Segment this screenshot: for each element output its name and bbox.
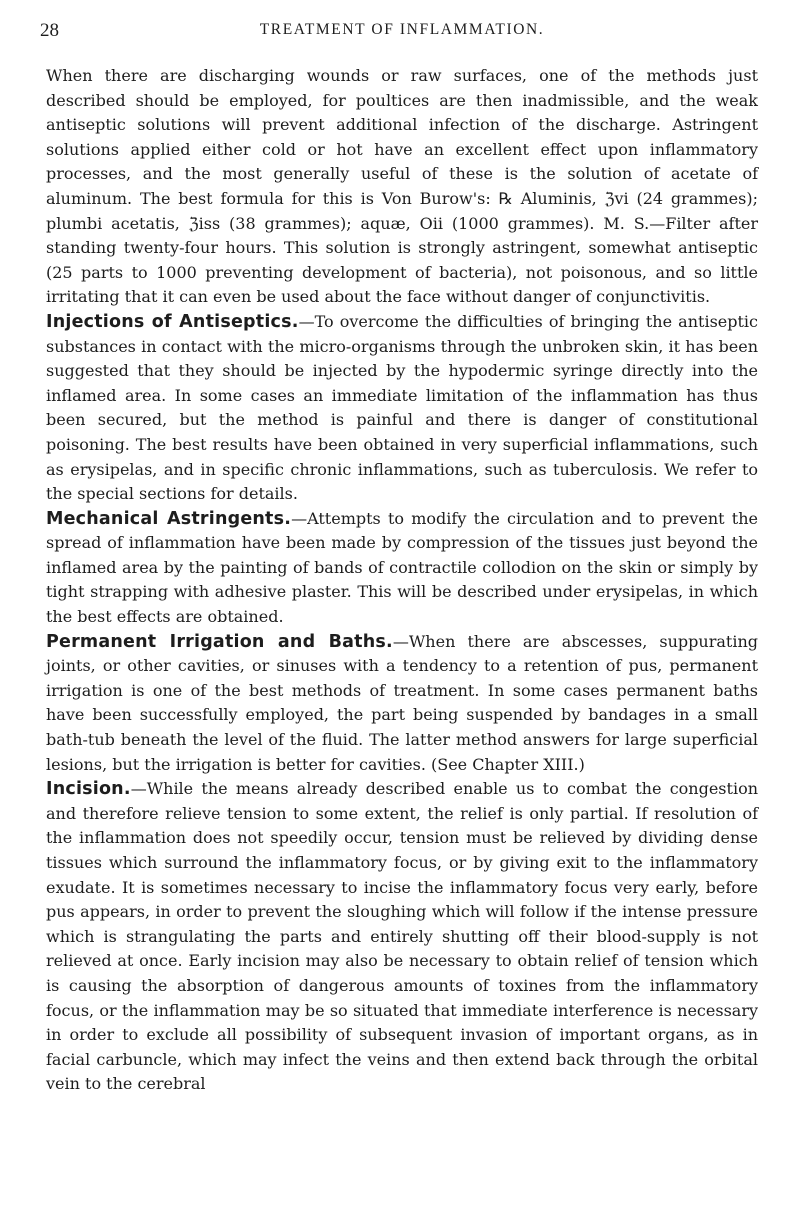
section-heading-mechanical-astringents: Mechanical Astringents. <box>46 508 292 529</box>
paragraph-text: —While the means already described enable us to combat the congestion and therefore relieve tension to some extent, the relief is only partial. If resolution of the inflammation does not speedily occur, tension must be relieved by dividing dense tissues which surround the inflammatory focus, or by giving exit to the inflammatory exudate. It is sometimes necessary to incise the inflammatory focus very early, before pus appears, in order to prevent the sloughing which will follow if the intense pressure which is strangulating the parts and entirely shutting off their blood-supply is not relieved at once. Early incision may also be necessary to obtain relief of tension which is causing the absorption of dangerous amounts of toxines from the inflammatory focus, or the inflammation may be so situated that immediate interference is necessary in order to exclude all possibility of subsequent invasion of important organs, as in facial carbuncle, which may infect the veins and then extend back through the orbital vein to the cerebral <box>46 779 758 1094</box>
paragraph-incision <box>46 777 758 1097</box>
running-head <box>40 14 758 48</box>
body-text <box>46 64 758 1097</box>
section-heading-injections: Injections of Antiseptics. <box>46 311 299 332</box>
book-page <box>40 14 758 1097</box>
section-heading-irrigation-baths: Permanent Irrigation and Baths. <box>46 631 393 652</box>
running-title: TREATMENT OF INFLAMMATION. <box>259 21 545 38</box>
paragraph-text: —Attempts to modify the circulation and to prevent the spread of inflammation have been made by compression of the tissues just beyond the inflamed area by the painting of bands of contractile collodion on the skin or simply by tight strapping with adhesive plaster. This will be described under erysipelas, in which the best effects are obtained. <box>46 508 758 627</box>
paragraph-mechanical-astringents <box>46 507 758 630</box>
paragraph-text: —To overcome the difficulties of bringing the antiseptic substances in contact with the micro-organisms through the unbroken skin, it has been suggested that they should be injected by the hypodermic syringe directly into the inflamed area. In some cases an immediate limitation of the inflammation has thus been secured, but the method is painful and there is danger of constitutional poisoning. The best results have been obtained in very superficial inflammations, such as erysipelas, and in specific chronic inflammations, such as tuberculosis. We refer to the special sections for details. <box>46 311 758 504</box>
paragraph-burow-solution <box>46 64 758 310</box>
paragraph-irrigation-baths <box>46 630 758 778</box>
paragraph-injections <box>46 310 758 507</box>
section-heading-incision: Incision. <box>46 779 131 800</box>
paragraph-text: When there are discharging wounds or raw surfaces, one of the methods just described should be employed, for poultices are then inadmissible, and the weak antiseptic solutions will prevent additional infection of the discharge. Astringent solutions applied either cold or hot have an excellent effect upon inflammatory processes, and the most generally useful of these is the solution of acetate of aluminum. The best formula for this is Von Burow's: ℞ Aluminis, ℨvi (24 grammes); plumbi acetatis, ℨiss (38 grammes); aquæ, Oii (1000 grammes). M. S.—Filter after standing twenty-four hours. This solution is strongly astringent, somewhat antiseptic (25 parts to 1000 preventing development of bacteria), not poisonous, and so little irritating that it can even be used about the face without danger of conjunctivitis. <box>46 66 758 307</box>
page-number: 28 <box>40 20 59 41</box>
paragraph-text: —When there are abscesses, suppurating joints, or other cavities, or sinuses with a tendency to a retention of pus, permanent irrigation is one of the best methods of treatment. In some cases permanent baths have been successfully employed, the part being suspended by bandages in a small bath-tub beneath the level of the fluid. The latter method answers for large superficial lesions, but the irrigation is better for cavities. (See Chapter XIII.) <box>46 631 758 774</box>
